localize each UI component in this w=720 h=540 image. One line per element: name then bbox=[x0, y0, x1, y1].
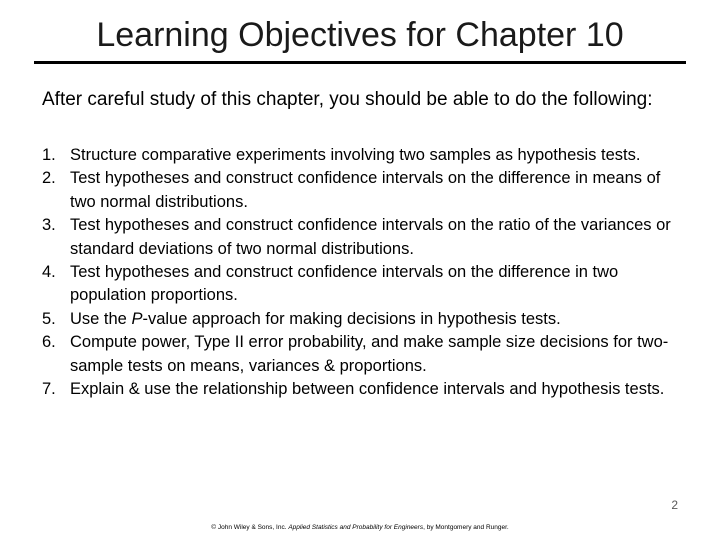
objective-number: 2. bbox=[42, 169, 56, 188]
objective-text: Explain & use the relationship between confidence intervals and hypothesis tests. bbox=[70, 380, 665, 399]
objective-text: Structure comparative experiments involving two samples as hypothesis tests. bbox=[70, 146, 641, 164]
objective-item bbox=[42, 144, 682, 167]
objective-italic-text: P bbox=[131, 309, 143, 328]
objectives-list bbox=[42, 144, 682, 401]
objective-item bbox=[42, 261, 682, 308]
objective-item bbox=[42, 308, 682, 331]
objective-item bbox=[42, 378, 682, 401]
footer-prefix: © John Wiley & Sons, Inc. bbox=[211, 524, 289, 531]
copyright-footer bbox=[0, 524, 720, 531]
objective-text: Compute power, Type II error probability, and make sample size decisions for two-sample tests on means, variances & proportions. bbox=[70, 333, 669, 375]
objective-number: 3. bbox=[42, 216, 56, 235]
title-underline bbox=[34, 61, 686, 64]
objective-number: 7. bbox=[42, 380, 56, 399]
objective-number: 1. bbox=[42, 146, 56, 164]
objective-text: Test hypotheses and construct confidence intervals on the difference in means of two normal distributions. bbox=[70, 169, 661, 211]
objective-item bbox=[42, 331, 682, 378]
slide-title: Learning Objectives for Chapter 10 bbox=[96, 16, 624, 54]
intro-text: After careful study of this chapter, you should be able to do the following: bbox=[42, 89, 653, 110]
objective-number: 6. bbox=[42, 333, 56, 352]
footer-book-title: Applied Statistics and Probability for Engineers bbox=[288, 524, 424, 531]
objective-text: Use the bbox=[70, 309, 132, 328]
footer-suffix: , by Montgomery and Runger. bbox=[423, 524, 509, 531]
objective-item bbox=[42, 214, 682, 261]
objective-text: Test hypotheses and construct confidence intervals on the difference in two population proportions. bbox=[70, 263, 619, 305]
objective-number: 5. bbox=[42, 309, 56, 328]
objective-number: 4. bbox=[42, 263, 56, 282]
objective-text: Test hypotheses and construct confidence intervals on the ratio of the variances or standard deviations of two normal distributions. bbox=[70, 216, 671, 258]
page-number: 2 bbox=[671, 498, 678, 512]
objective-item bbox=[42, 167, 682, 214]
objective-text-continued: -value approach for making decisions in hypothesis tests. bbox=[142, 309, 561, 328]
